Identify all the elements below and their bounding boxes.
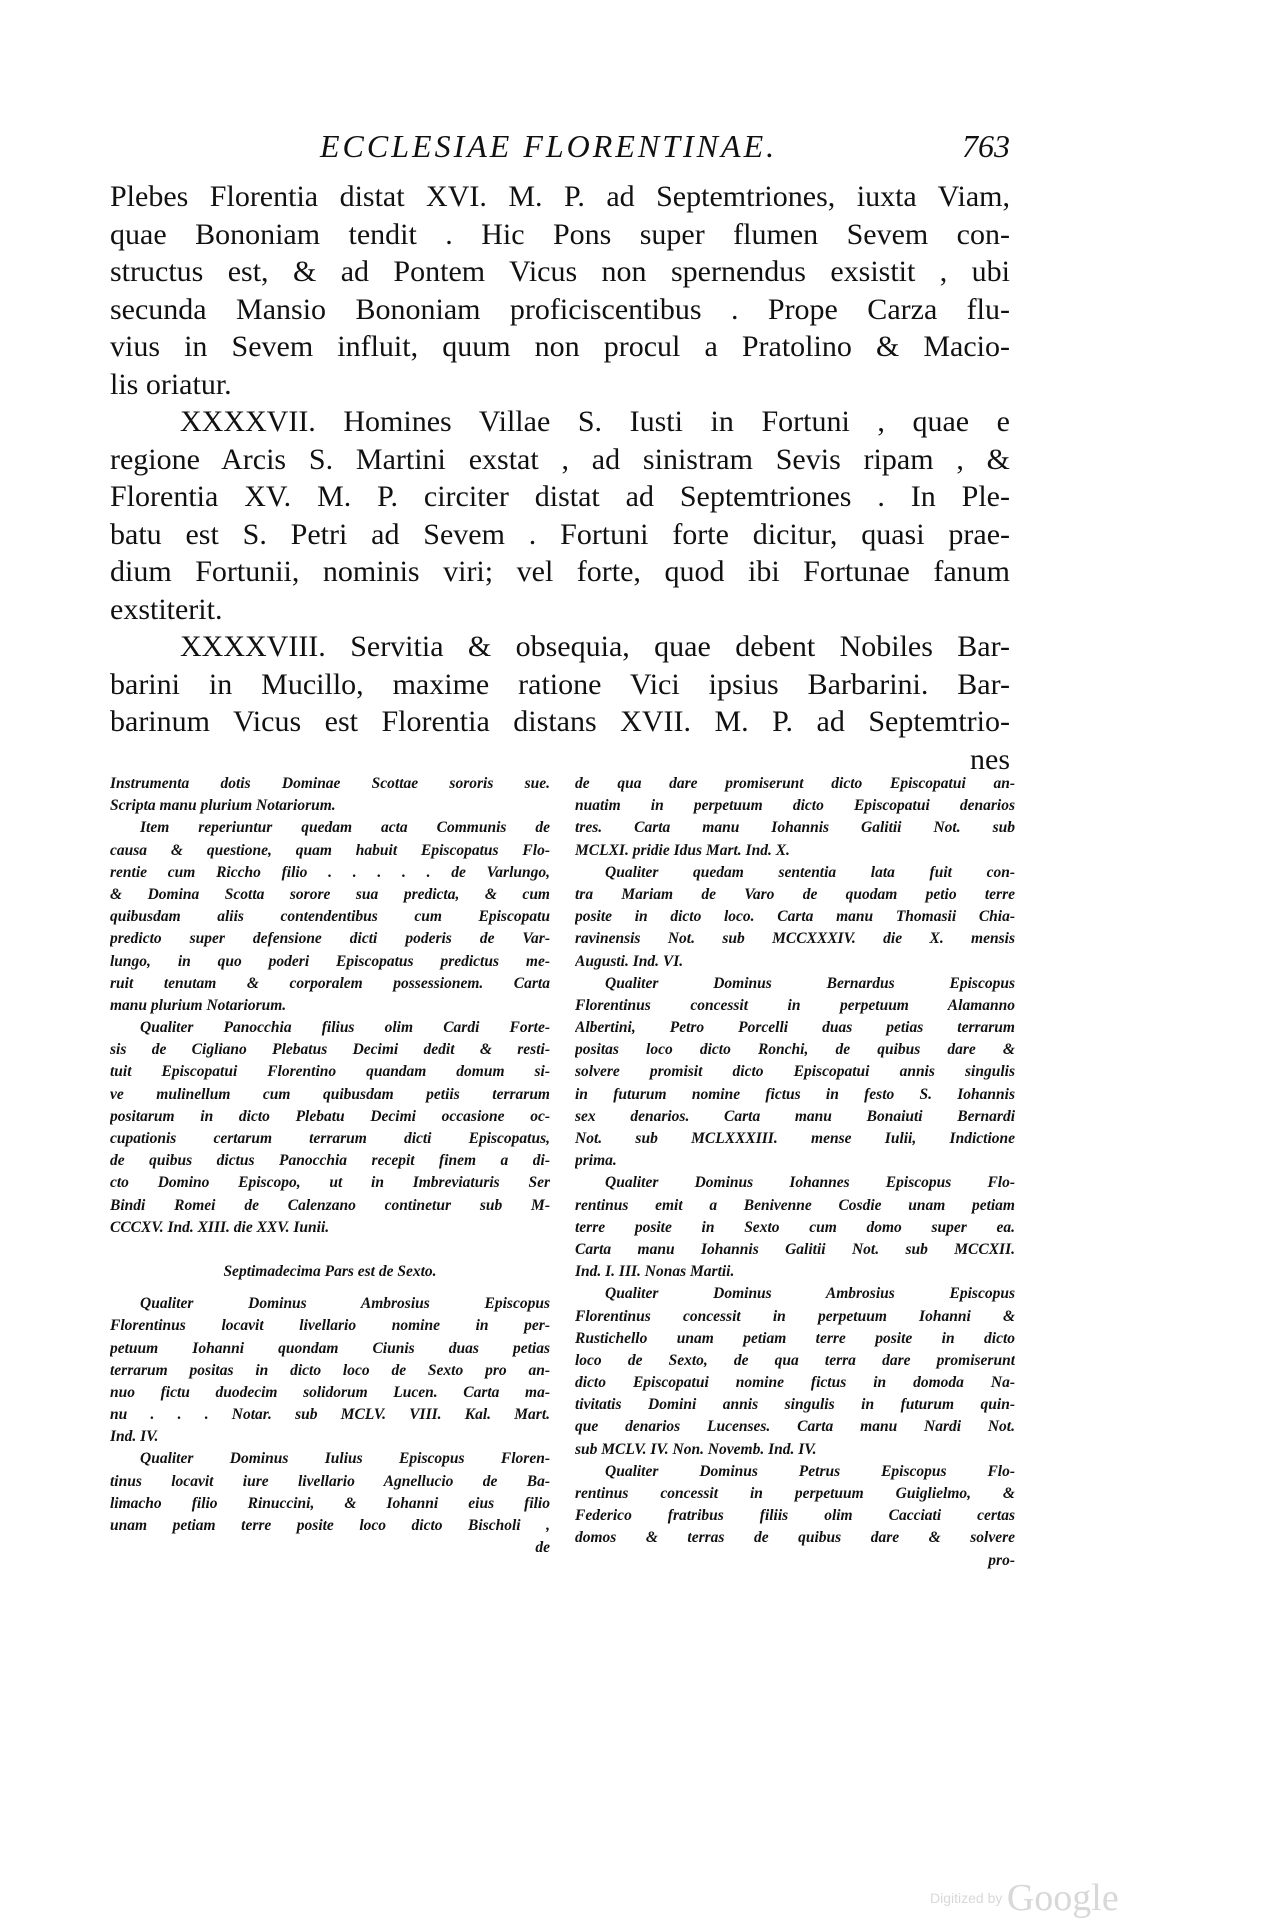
- note-line: CCCXV. Ind. XIII. die XXV. Iunii.: [110, 1218, 330, 1236]
- note-line: limacho filio Rinuccini, & Iohanni eius filio: [110, 1494, 550, 1512]
- note-line: ravinensis Not. sub MCCXXXIV. die X. mensis: [575, 930, 1015, 948]
- main-text-line: Florentia XV. M. P. circiter distat ad Septemtriones . In Ple-: [110, 480, 1010, 513]
- main-text-line: regione Arcis S. Martini exstat , ad sinistram Sevis ripam , &: [110, 442, 1010, 476]
- note-line: positarum in dicto Plebatu Decimi occasione oc-: [110, 1107, 550, 1125]
- running-head: [110, 128, 1010, 174]
- note-line: Qualiter Dominus Petrus Episcopus Flo-: [605, 1462, 1015, 1480]
- note-line: Instrumenta dotis Dominae Scottae sororis sue.: [110, 775, 550, 792]
- note-line: ruit tenutam & corporalem possessionem. Carta: [110, 974, 550, 992]
- note-line: nu . . . Notar. sub MCLV. VIII. Kal. Mart.: [110, 1406, 550, 1424]
- note-line: & Domina Scotta sorore sua predicta, & cum: [110, 885, 550, 903]
- note-line: unam petiam terre posite loco dicto Bischoli ,: [110, 1517, 550, 1534]
- note-line: MCLXI. pridie Idus Mart. Ind. X.: [575, 841, 790, 859]
- note-line: Florentinus concessit in perpetuum Iohanni &: [575, 1307, 1015, 1325]
- main-text-line: dium Fortunii, nominis viri; vel forte, quod ibi Fortunae fanum: [110, 555, 1010, 588]
- running-title: ECCLESIAE FLORENTINAE.: [320, 128, 778, 164]
- note-line: quibusdam aliis contendentibus cum Episcopatu: [110, 908, 550, 926]
- note-line: Florentinus concessit in perpetuum Alamanno: [575, 996, 1015, 1014]
- note-line: Qualiter Dominus Ambrosius Episcopus: [605, 1285, 1015, 1303]
- note-line: Qualiter Dominus Bernardus Episcopus: [605, 974, 1015, 992]
- note-line: solvere promisit dicto Episcopatui annis singulis: [575, 1063, 1015, 1081]
- note-line: Carta manu Iohannis Galitii Not. sub MCCXII.: [575, 1240, 1015, 1258]
- note-line: causa & questione, quam habuit Episcopatus Flo-: [110, 841, 550, 859]
- main-text-line: lis oriatur.: [110, 367, 232, 401]
- page-number: 763: [962, 128, 1010, 164]
- main-text-line: barini in Mucillo, maxime ratione Vici ipsius Barbarini. Bar-: [110, 667, 1010, 701]
- main-text-line: vius in Sevem influit, quum non procul a Pratolino & Macio-: [110, 330, 1010, 363]
- main-text-line: batu est S. Petri ad Sevem . Fortuni forte dicitur, quasi prae-: [110, 517, 1010, 551]
- note-line: rentinus concessit in perpetuum Guiglielmo, &: [575, 1485, 1015, 1502]
- section-heading: Septimadecima Pars est de Sexto.: [223, 1262, 437, 1280]
- note-line: Albertini, Petro Porcelli duas petias terrarum: [575, 1019, 1015, 1037]
- note-line: Qualiter Panocchia filius olim Cardi Forte-: [140, 1019, 550, 1037]
- note-line: Not. sub MCLXXXIII. mense Iulii, Indictione: [575, 1130, 1015, 1147]
- note-line: in futurum nomine fictus in festo S. Iohannis: [575, 1085, 1015, 1103]
- note-line: tuit Episcopatui Florentino quandam domum si-: [110, 1063, 550, 1081]
- note-line: ve mulinellum cum quibusdam petiis terrarum: [110, 1085, 550, 1103]
- note-line: Rustichello unam petiam terre posite in dicto: [575, 1329, 1015, 1347]
- note-line: tinus locavit iure livellario Agnellucio de Ba-: [110, 1472, 550, 1490]
- note-line: rentie cum Riccho filio . . . . . de Varlungo,: [110, 863, 550, 881]
- note-line: Florentinus locavit livellario nomine in per-: [110, 1317, 550, 1335]
- note-line: tra Mariam de Varo de quodam petio terre: [575, 885, 1015, 903]
- watermark-small-text: Digitized by: [930, 1890, 1003, 1906]
- note-line: cto Domino Episcopo, ut in Imbreviaturis Ser: [110, 1174, 550, 1192]
- note-line: Ind. I. III. Nonas Martii.: [575, 1263, 735, 1281]
- note-line: rentinus emit a Benivenne Cosdie unam petiam: [575, 1196, 1015, 1214]
- main-text-line: Plebes Florentia distat XVI. M. P. ad Septemtriones, iuxta Viam,: [110, 180, 1010, 213]
- watermark-logo-text: Google: [1006, 1877, 1119, 1919]
- main-text-line: quae Bononiam tendit . Hic Pons super flumen Sevem con-: [110, 217, 1010, 251]
- note-line: sex denarios. Carta manu Bonaiuti Bernardi: [575, 1107, 1015, 1125]
- notes-column-right: [575, 773, 1015, 1572]
- note-line: tres. Carta manu Iohannis Galitii Not. sub: [575, 819, 1015, 837]
- main-text: [110, 178, 1010, 778]
- note-line: nuatim in perpetuum dicto Episcopatui denarios: [575, 797, 1015, 815]
- main-text-line: structus est, & ad Pontem Vicus non spernendus exsistit , ubi: [110, 255, 1010, 288]
- note-line: Bindi Romei de Calenzano continetur sub M-: [110, 1196, 550, 1214]
- note-line: Qualiter Dominus Iulius Episcopus Floren-: [140, 1450, 550, 1468]
- note-line: sis de Cigliano Plebatus Decimi dedit & resti-: [110, 1041, 550, 1059]
- note-line: predicto super defensione dicti poderis de Var-: [110, 930, 550, 948]
- catchword: pro-: [988, 1551, 1015, 1569]
- note-line: Augusti. Ind. VI.: [575, 952, 684, 970]
- note-line: Ind. IV.: [110, 1428, 159, 1446]
- note-line: que denarios Lucenses. Carta manu Nardi Not.: [575, 1418, 1015, 1436]
- note-line: terrarum positas in dicto loco de Sexto pro an-: [110, 1361, 550, 1379]
- note-line: Qualiter Dominus Ambrosius Episcopus: [140, 1295, 550, 1313]
- note-line: sub MCLV. IV. Non. Novemb. Ind. IV.: [575, 1440, 817, 1458]
- note-line: Qualiter Dominus Iohannes Episcopus Flo-: [605, 1174, 1015, 1192]
- notes-column-left: [110, 773, 550, 1559]
- main-text-line: XXXXVIII. Servitia & obsequia, quae debent Nobiles Bar-: [180, 630, 1010, 663]
- digitized-watermark: [930, 1876, 1119, 1920]
- catchword: nes: [970, 742, 1010, 776]
- note-line: dicto Episcopatui nomine fictus in domoda Na-: [575, 1374, 1015, 1392]
- note-line: positas loco dicto Ronchi, de quibus dare &: [575, 1041, 1015, 1059]
- note-line: Qualiter quedam sententia lata fuit con-: [605, 863, 1015, 881]
- note-line: de qua dare promiserunt dicto Episcopatui an-: [575, 775, 1015, 792]
- note-line: Federico fratribus filiis olim Cacciati certas: [575, 1507, 1015, 1525]
- note-line: lungo, in quo poderi Episcopatus predictus me-: [110, 952, 550, 970]
- note-line: prima.: [575, 1152, 617, 1170]
- note-line: manu plurium Notariorum.: [110, 996, 287, 1014]
- catchword: de: [535, 1539, 550, 1557]
- note-line: de quibus dictus Panocchia recepit finem a di-: [110, 1152, 550, 1170]
- note-line: tivitatis Domini annis singulis in futurum quin-: [575, 1396, 1015, 1414]
- note-line: cupationis certarum terrarum dicti Episcopatus,: [110, 1130, 550, 1147]
- note-line: Scripta manu plurium Notariorum.: [110, 797, 336, 815]
- main-text-line: XXXXVII. Homines Villae S. Iusti in Fortuni , quae e: [180, 405, 1010, 438]
- main-text-line: barinum Vicus est Florentia distans XVII. M. P. ad Septemtrio-: [110, 705, 1010, 738]
- note-line: petuum Iohanni quondam Ciunis duas petias: [110, 1339, 550, 1357]
- note-line: Item reperiuntur quedam acta Communis de: [140, 819, 550, 837]
- note-line: nuo fictu duodecim solidorum Lucen. Carta ma-: [110, 1383, 550, 1401]
- main-text-line: secunda Mansio Bononiam proficiscentibus . Prope Carza flu-: [110, 292, 1010, 326]
- note-line: terre posite in Sexto cum domo super ea.: [575, 1218, 1015, 1236]
- note-line: loco de Sexto, de qua terra dare promiserunt: [575, 1351, 1015, 1369]
- note-line: posite in dicto loco. Carta manu Thomasii Chia-: [575, 908, 1015, 926]
- main-text-line: exstiterit.: [110, 592, 223, 626]
- note-line: domos & terras de quibus dare & solvere: [575, 1529, 1015, 1547]
